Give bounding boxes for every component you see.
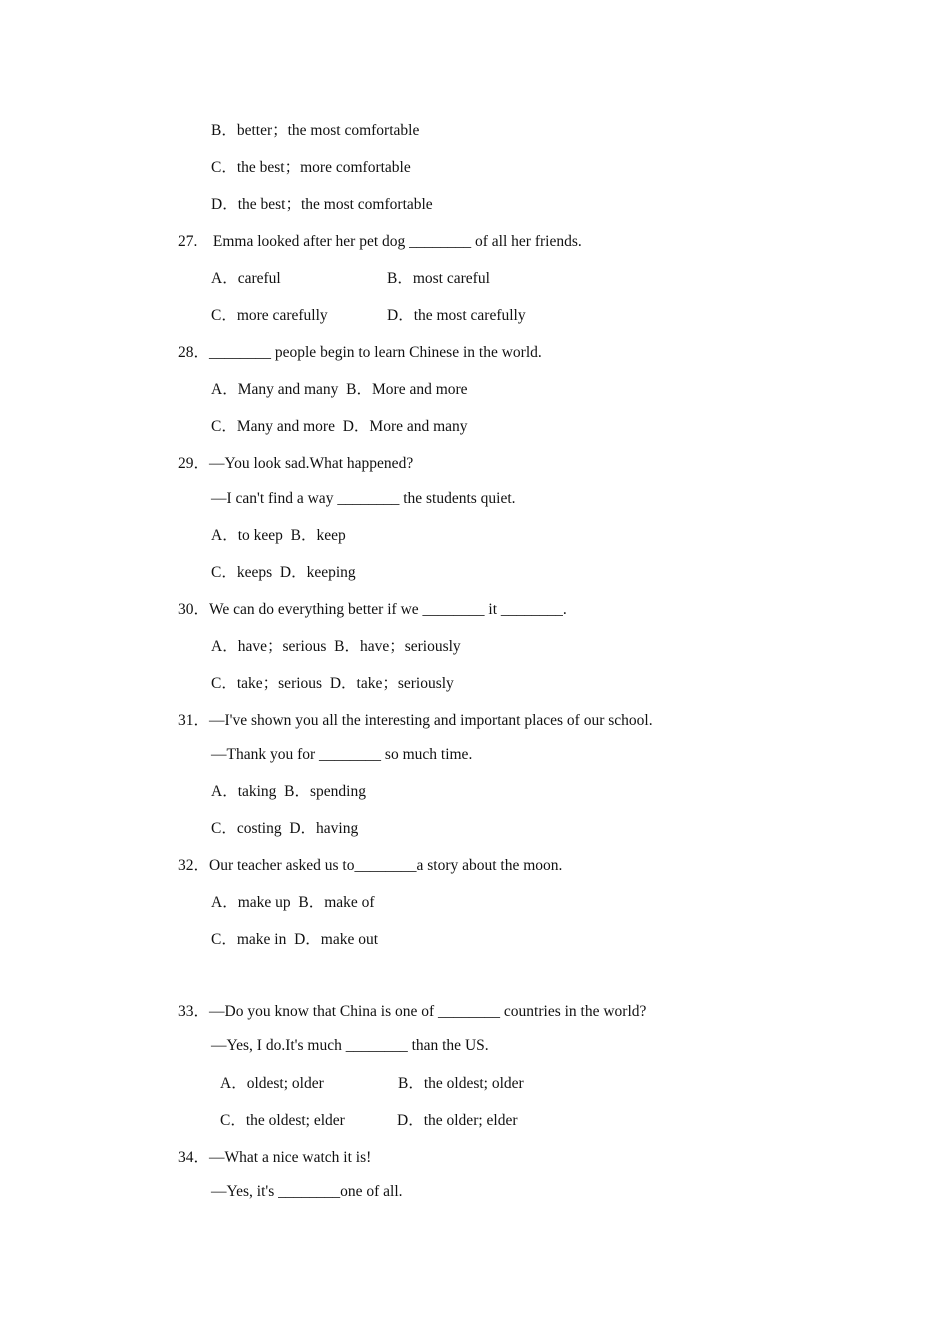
q32-options-cd: C．make in D．make out	[211, 931, 379, 948]
q31-options-cd: C．costing D．having	[211, 820, 359, 837]
q27-option-c: C．more carefully	[211, 307, 328, 324]
q30-options-ab: A．have；serious B．have；seriously	[211, 638, 461, 655]
q32-stem: 32．Our teacher asked us to________a story about the moon.	[178, 857, 563, 874]
q29-stem: 29．—You look sad.What happened?	[178, 455, 414, 472]
q31-options-ab: A．taking B．spending	[211, 783, 366, 800]
q34-line2: —Yes, it's ________one of all.	[211, 1183, 403, 1200]
q29-line2: —I can't find a way ________ the students quiet.	[211, 490, 516, 507]
q29-options-ab: A．to keep B．keep	[211, 527, 346, 544]
q26-option-c: C．the best；more comfortable	[211, 159, 411, 176]
q33-option-d: D．the older; elder	[397, 1112, 518, 1129]
q34-stem: 34．—What a nice watch it is!	[178, 1149, 372, 1166]
q33-option-b: B．the oldest; older	[398, 1075, 524, 1092]
q27-stem: 27. Emma looked after her pet dog ________ of all her friends.	[178, 233, 582, 250]
q29-options-cd: C．keeps D．keeping	[211, 564, 356, 581]
q33-stem: 33．—Do you know that China is one of ________ countries in the world?	[178, 1003, 647, 1020]
q27-option-d: D．the most carefully	[387, 307, 526, 324]
q33-option-a: A．oldest; older	[220, 1075, 324, 1092]
q28-options-ab: A．Many and many B．More and more	[211, 381, 468, 398]
q31-stem: 31．—I've shown you all the interesting and important places of our school.	[178, 712, 653, 729]
q31-line2: —Thank you for ________ so much time.	[211, 746, 473, 763]
q27-option-a: A．careful	[211, 270, 281, 287]
q30-options-cd: C．take；serious D．take；seriously	[211, 675, 454, 692]
q33-line2: —Yes, I do.It's much ________ than the US.	[211, 1037, 489, 1054]
q28-stem: 28．________ people begin to learn Chinese in the world.	[178, 344, 542, 361]
q27-option-b: B．most careful	[387, 270, 490, 287]
q26-option-d: D．the best；the most comfortable	[211, 196, 433, 213]
q32-options-ab: A．make up B．make of	[211, 894, 375, 911]
q33-option-c: C．the oldest; elder	[220, 1112, 345, 1129]
q30-stem: 30．We can do everything better if we ________ it ________.	[178, 601, 567, 618]
q28-options-cd: C．Many and more D．More and many	[211, 418, 468, 435]
q26-option-b: B．better；the most comfortable	[211, 122, 420, 139]
